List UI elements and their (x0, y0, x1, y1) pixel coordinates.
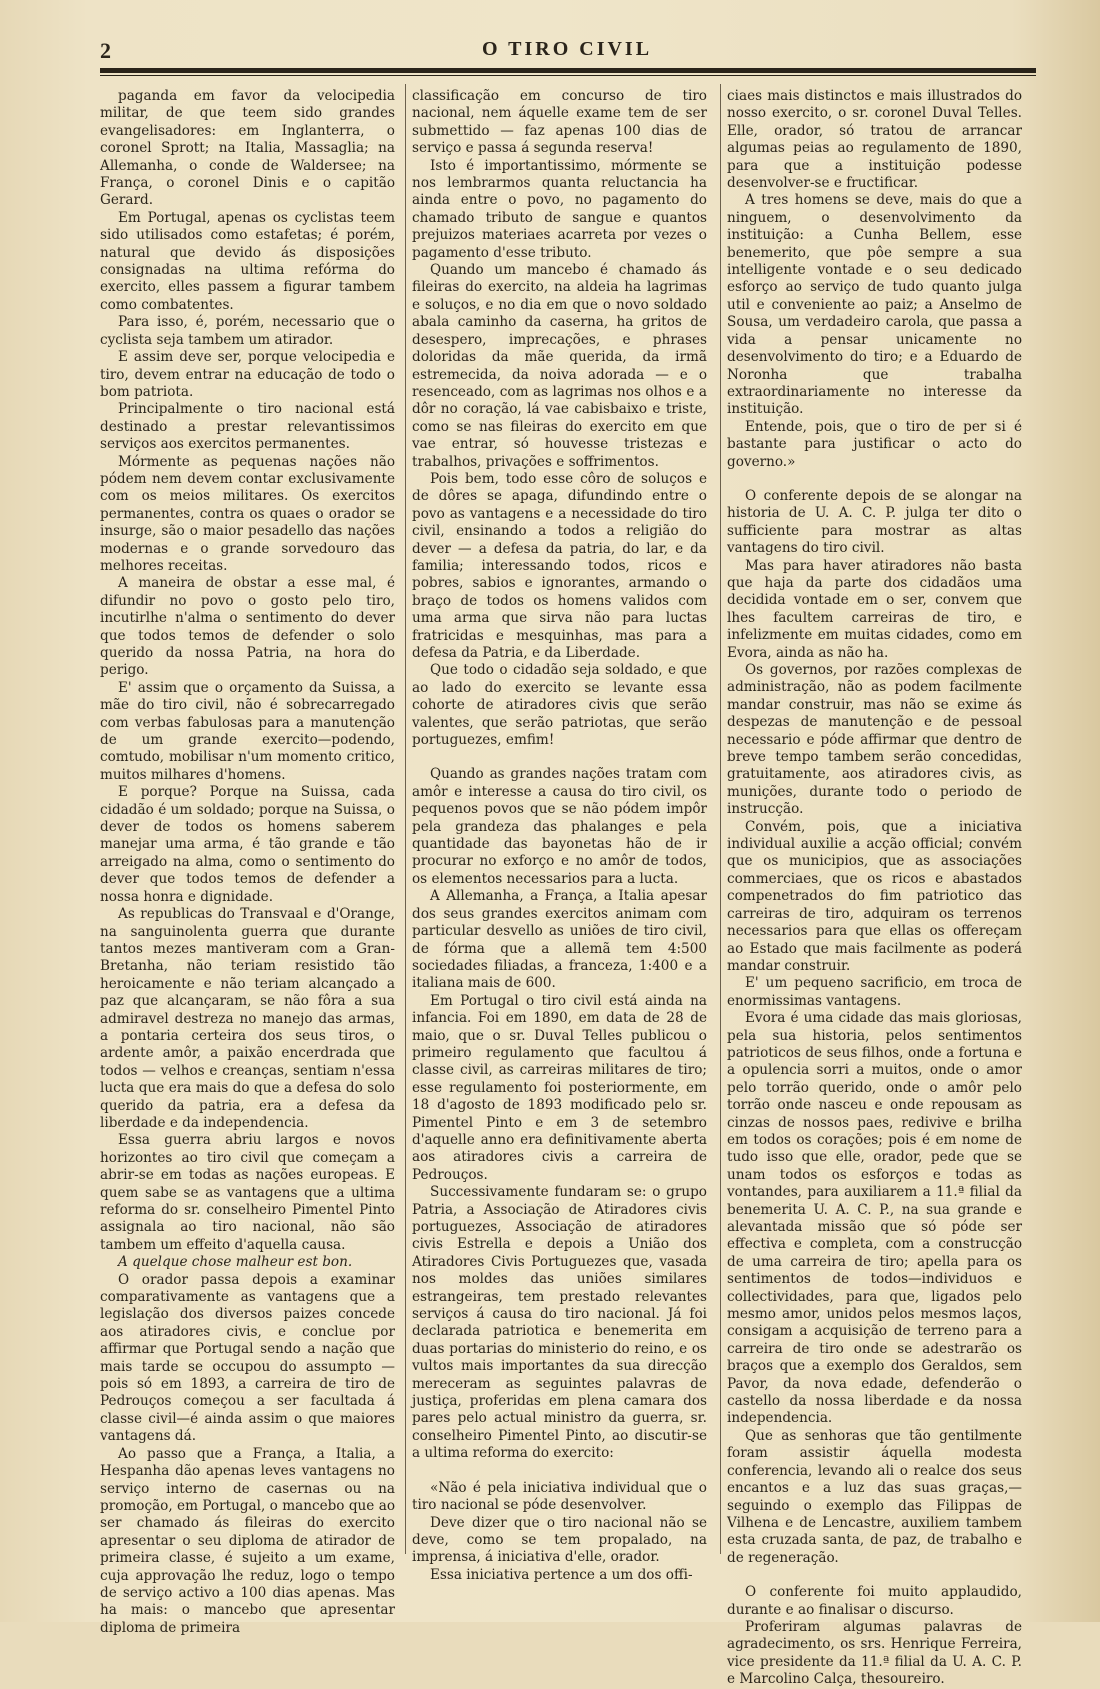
article-paragraph: Entende, pois, que o tiro de per si é bastante para justificar o acto do governo.» (727, 418, 1022, 470)
article-paragraph: Que as senhoras que tão gentilmente foram assistir áquella modesta conferencia, levando ali o realce dos seus encantos e a luz das suas graças,—seguindo o exemplo das Filippas de Vilhena e de Lencastre, auxiliem tambem esta cruzada santa, de paz, de trabalho e de regeneração. (727, 1427, 1022, 1566)
article-paragraph: Os governos, por razões complexas de administração, não as podem facilmente mandar construir, mas não se exime ás despezas de manutenção e de pessoal necessario e póde affirmar que dentro de breve tempo tambem serão concedidas, gratuitamente, aos atiradores civis, as munições, durante todo o periodo de instrucção. (727, 662, 1022, 818)
article-paragraph: O orador passa depois a examinar comparativamente as vantagens que a legislação dos diversos paizes concede aos atiradores civis, e conclue por affirmar que Portugal sendo a nação que mais tarde se occupou do assumpto — pois só em 1893, a carreira de tiro de Pedrouços começou a ser facultada á classe civil—é ainda assim o que maiores vantagens dá. (100, 1271, 395, 1445)
article-paragraph: A Allemanha, a França, a Italia apesar dos seus grandes exercitos animam com particular desvello as uniões de tiro civil, de fórma que a allemã tem 4:500 sociedades filiadas, a franceza, 1:400 e a italiana mais de 600. (412, 888, 707, 992)
article-paragraph: «Não é pela iniciativa individual que o tiro nacional se póde desenvolver. (412, 1479, 707, 1514)
text-column-1 (100, 88, 395, 1637)
article-paragraph: O conferente depois de se alongar na historia de U. A. C. P. julga ter dito o sufficiente para mostrar as altas vantagens do tiro civil. (727, 487, 1022, 557)
article-paragraph: Principalmente o tiro nacional está destinado a prestar relevantissimos serviços aos exercitos permanentes. (100, 401, 395, 453)
article-paragraph: E' um pequeno sacrificio, em troca de enormissimas vantagens. (727, 975, 1022, 1009)
article-paragraph: Em Portugal, apenas os cyclistas teem sido utilisados como estafetas; é porém, natural que devido ás disposições consignadas na ultima refórma do exercito, elles passem a figurar tambem como combatentes. (100, 209, 395, 313)
page-number: 2 (100, 38, 111, 63)
article-paragraph: Quando as grandes nações tratam com amôr e interesse a causa do tiro civil, os pequenos povos que se não pódem impôr pela grandeza das phalanges e pela quantidade das bayonetas hão de ir procurar no exforço e no amôr de todos, os elementos necessarios para a lucta. (412, 766, 707, 887)
article-paragraph: A maneira de obstar a esse mal, é difundir no povo o gosto pelo tiro, incutirlhe n'alma o sentimento do dever que todos temos de defender o solo querido da nossa Patria, na hora do perigo. (100, 575, 395, 679)
article-paragraph: Isto é importantissimo, mórmente se nos lembrarmos quanta reluctancia ha ainda entre o povo, no pagamento do chamado tributo de sangue e quantos prejuizos materiaes acarreta por vezes o pagamento d'esse tributo. (412, 157, 707, 261)
article-paragraph: E' assim que o orçamento da Suissa, a mãe do tiro civil, não é sobrecarregado com verbas fabulosas para a manutenção de um grande exercito—podendo, comtudo, mobilisar n'um momento critico, muitos milhares d'homens. (100, 679, 395, 783)
article-paragraph: paganda em favor da velocipedia militar, de que teem sido grandes evangelisadores: em Inglanterra, o coronel Sprott; na Italia, Massaglia; na Allemanha, o conde de Waldersee; na França, o coronel Dinis e o capitão Gerard. (100, 88, 395, 209)
article-paragraph: classificação em concurso de tiro nacional, nem áquelle exame tem de ser submettido — faz apenas 100 dias de serviço e passa á segunda reserva! (412, 88, 707, 157)
column-divider (405, 84, 406, 1554)
article-paragraph: A quelque chose malheur est bon. (118, 1254, 353, 1271)
article-paragraph: ciaes mais distinctos e mais illustrados do nosso exercito, o sr. coronel Duval Telles. Elle, orador, só tratou de arrancar algumas peias ao regulamento de 1890, para que a instituição podesse desenvolver-se e fructificar. (727, 88, 1022, 192)
article-paragraph: As republicas do Transvaal e d'Orange, na sanguinolenta guerra que durante tantos mezes mantiveram com a Gran-Bretanha, não teriam resistido tão heroicamente e não teriam alcançado a paz que alcançaram, se não fôra a sua admiravel destreza no manejo das armas, a pontaria certeira dos seus tiros, o ardente amôr, a paixão encerdrada que todos — velhos e creanças, sentiam n'essa lucta que era mais do que a defesa do solo querido da patria, era a defesa da liberdade e da independencia. (100, 906, 395, 1131)
article-paragraph: Quando um mancebo é chamado ás fileiras do exercito, na aldeia ha lagrimas e soluços, e no dia em que o novo soldado abala caminho da caserna, ha gritos de desespero, imprecações, e phrases doloridas da mãe querida, da irmã estremecida, da noiva adorada — e o resenceado, com as lagrimas nos olhos e a dôr no coração, lá vae cabisbaixo e triste, como se nas fileiras do exercito em que vae entrar, só houvesse tristezas e trabalhos, privações e soffrimentos. (412, 262, 707, 470)
article-paragraph: A tres homens se deve, mais do que a ninguem, o desenvolvimento da instituição: a Cunha Bellem, esse benemerito, que pôe sempre a sua intelligente vontade e o seu dedicado esforço ao serviço de tudo quanto julga util e conveniente ao paiz; a Anselmo de Sousa, um verdadeiro carola, que passa a vida a pensar unicamente no desenvolvimento do tiro; e a Eduardo de Noronha que trabalha extraordinariamente no interesse da instituição. (727, 192, 1022, 418)
text-column-3 (727, 88, 1022, 1689)
article-paragraph: O conferente foi muito applaudido, durante e ao finalisar o discurso. (727, 1584, 1022, 1618)
article-paragraph: E assim deve ser, porque velocipedia e tiro, devem entrar na educação de todo o bom patriota. (100, 349, 395, 400)
article-paragraph: Essa iniciativa pertence a um dos offi- (430, 1566, 693, 1583)
article-paragraph: Mórmente as pequenas nações não pódem nem devem contar exclusivamente com os meios militares. Os exercitos permanentes, contra os quaes o orador se insurge, são o maior pesadello das nações modernas e o grande sorvedouro das melhores receitas. (100, 453, 395, 574)
article-paragraph: Deve dizer que o tiro nacional não se deve, como se tem propalado, na imprensa, á iniciativa d'elle, orador. (412, 1514, 707, 1566)
text-column-2 (412, 88, 707, 1584)
article-paragraph: Em Portugal o tiro civil está ainda na infancia. Foi em 1890, em data de 28 de maio, que o sr. Duval Telles publicou o primeiro regulamento que facultou á classe civil, as carreiras militares de tiro; esse regulamento foi posteriormente, em 18 d'agosto de 1893 modificado pelo sr. Pimentel Pinto e em 3 de setembro d'aquelle anno era definitivamente aberta aos atiradores civis a carreira de Pedrouços. (412, 992, 707, 1183)
article-paragraph: Pois bem, todo esse côro de soluços e de dôres se apaga, difundindo entre o povo as vantagens e a necessidade do tiro civil, ensinando a todos a religião do dever — a defesa da patria, do lar, e da familia; interessando todos, ricos e pobres, sabios e ignorantes, armando o braço de todos os homens validos com uma arma que sirva não para luctas fratricidas e mesquinhas, mas para a defesa da Patria, e da Liberdade. (412, 470, 707, 661)
article-paragraph: Convém, pois, que a iniciativa individual auxilie a acção official; convém que os municipios, que as associações commerciaes, que os ricos e abastados compenetrados do fim patriotico das carreiras de tiro, adquiram os terrenos necessarios para que ellas os offereçam ao Estado que mais facilmente as poderá mandar construir. (727, 818, 1022, 974)
article-paragraph: Proferiram algumas palavras de agradecimento, os srs. Henrique Ferreira, vice presidente da 11.ª filial da U. A. C. P. e Marcolino Calça, thesoureiro. (727, 1618, 1022, 1688)
header-rule-thin (100, 75, 1036, 76)
article-paragraph: Para isso, é, porém, necessario que o cyclista seja tambem um atirador. (100, 314, 395, 348)
column-divider (720, 84, 721, 1554)
article-paragraph: Successivamente fundaram se: o grupo Patria, a Associação de Atiradores civis portuguezes, Associação de atiradores civis Estrella e depois a União dos Atiradores Civis Portuguezes que, vasada nos moldes das uniões similares estrangeiras, tem prestado relevantes serviços á causa do tiro nacional. Já foi declarada patriotica e benemerita em duas portarias do ministerio do reino, e os vultos mais importantes da sua direcção mereceram as seguintes palavras de justiça, proferidas em plena camara dos pares pelo actual ministro da guerra, sr. conselheiro Pimentel Pinto, ao discutir-se a ultima reforma do exercito: (412, 1184, 707, 1462)
page-header (100, 34, 1034, 64)
article-paragraph: Ao passo que a França, a Italia, a Hespanha dão apenas leves vantagens no serviço interno de casernas ou na promoção, em Portugal, o mancebo que ao ser chamado ás fileiras do exercito apresentar o seu diploma de atirador de primeira classe, é sujeito a um exame, cuja approvação lhe reduz, logo o tempo de serviço activo a 100 dias apenas. Mas ha mais: o mancebo que apresentar diploma de primeira (100, 1445, 395, 1636)
article-paragraph: Mas para haver atiradores não basta que haja da parte dos cidadãos uma decidida vontade em o ser, convem que lhes facultem carreiras de tiro, e infelizmente em muitas cidades, como em Evora, ainda as não ha. (727, 557, 1022, 661)
masthead-title: O TIRO CIVIL (481, 38, 653, 60)
article-paragraph: E porque? Porque na Suissa, cada cidadão é um soldado; porque na Suissa, o dever de todos os homens saberem manejar uma arma, é tão grande e tão arreigado na alma, como o sentimento do dever que todos temos de defender a nossa honra e dignidade. (100, 784, 395, 905)
article-paragraph: Que todo o cidadão seja soldado, e que ao lado do exercito se levante essa cohorte de atiradores civis que serão valentes, que serão patriotas, que serão portuguezes, emfim! (412, 662, 707, 749)
article-paragraph: Essa guerra abriu largos e novos horizontes ao tiro civil que começam a abrir-se em todas as nações europeas. E quem sabe se as vantagens que a ultima reforma do sr. conselheiro Pimentel Pinto assignala ao tiro nacional, não são tambem um effeito d'aquella causa. (100, 1132, 395, 1253)
article-paragraph: Evora é uma cidade das mais gloriosas, pela sua historia, pelos sentimentos patrioticos de seus filhos, onde a fortuna e a opulencia sorri a muitos, onde o amor pelo torrão querido, onde o amôr pelo torrão onde nasceu e onde repousam as cinzas de nossos paes, redivive e brilha em todos os corações; pois é em nome de tudo isso que elle, orador, pede que se unam todos os esforços e todas as vontandes, para auxiliarem a 11.ª filial da benemerita U. A. C. P., na sua grande e alevantada missão que só póde ser effectiva e completa, com a construcção de uma carreira de tiro; apella para os sentimentos de todos—individuos e collectividades, para que, ligados pelo mesmo amor, unidos pelos mesmos laços, consigam a acquisição de terreno para a carreira de tiro onde se adestrarão os braços que a exemplo dos Geraldos, sem Pavor, da nova edade, defenderão o castello da nossa liberdade e da nossa independencia. (727, 1010, 1022, 1427)
header-rule-thick (100, 68, 1036, 73)
